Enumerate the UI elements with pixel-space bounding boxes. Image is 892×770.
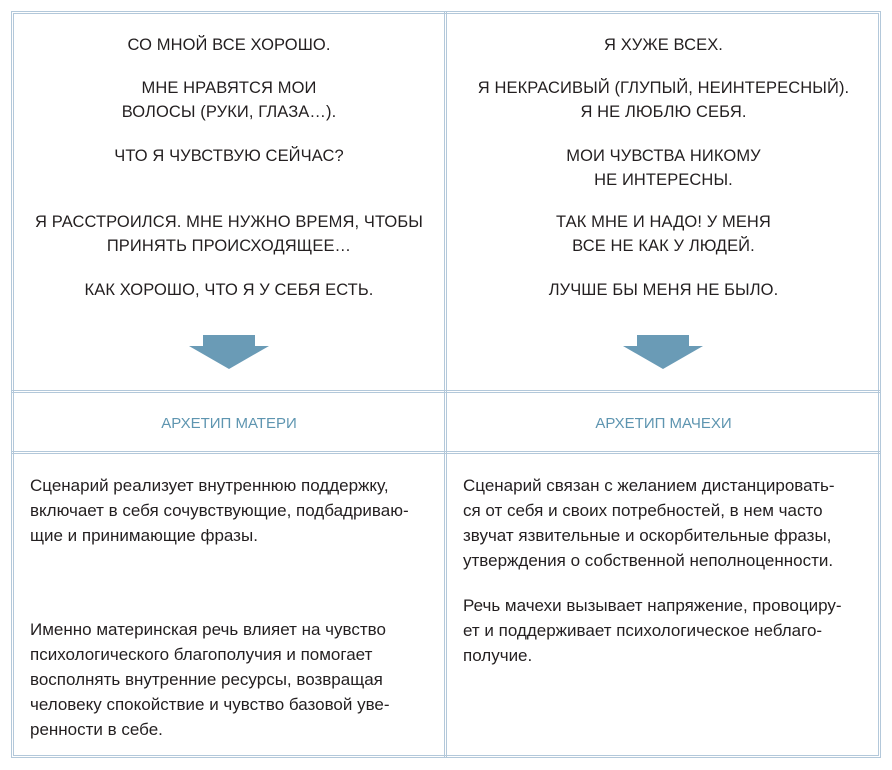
statement-line: Я НЕ ЛЮБЛЮ СЕБЯ. bbox=[580, 103, 747, 121]
statement-line: Я ХУЖЕ ВСЕХ. bbox=[604, 36, 723, 54]
description-line: получие. bbox=[463, 646, 533, 665]
statement-line: ЧТО Я ЧУВСТВУЮ СЕЙЧАС? bbox=[114, 147, 344, 165]
description-paragraph bbox=[30, 473, 409, 548]
statement-line: Я РАССТРОИЛСЯ. МНЕ НУЖНО ВРЕМЯ, ЧТОБЫ bbox=[35, 213, 423, 231]
statement-line: ЛУЧШЕ БЫ МЕНЯ НЕ БЫЛО. bbox=[548, 281, 779, 299]
statement-line: Я НЕКРАСИВЫЙ (ГЛУПЫЙ, НЕИНТЕРЕСНЫЙ). bbox=[477, 79, 850, 97]
inner-statement bbox=[12, 278, 446, 302]
description-paragraph bbox=[463, 473, 835, 573]
description-line: Именно материнская речь влияет на чувство bbox=[30, 620, 386, 639]
statement-line: ПРИНЯТЬ ПРОИСХОДЯЩЕЕ… bbox=[106, 237, 352, 255]
inner-statement bbox=[447, 33, 880, 57]
inner-statement bbox=[447, 210, 880, 258]
description-line: щие и принимающие фразы. bbox=[30, 526, 258, 545]
description-line: Сценарий связан с желанием дистанцировать- bbox=[463, 476, 835, 495]
inner-statement bbox=[12, 33, 446, 57]
description-paragraph bbox=[30, 617, 390, 742]
inner-statement bbox=[12, 144, 446, 168]
inner-statement bbox=[447, 144, 880, 192]
statement-line: СО МНОЙ ВСЕ ХОРОШО. bbox=[127, 36, 331, 54]
archetype-title-stepmother: АРХЕТИП МАЧЕХИ bbox=[595, 415, 732, 432]
description-line: утверждения о собственной неполноценности. bbox=[463, 551, 834, 570]
statement-line: НЕ ИНТЕРЕСНЫ. bbox=[594, 171, 733, 189]
description-line: Речь мачехи вызывает напряжение, провоциру- bbox=[463, 596, 842, 615]
statement-line: КАК ХОРОШО, ЧТО Я У СЕБЯ ЕСТЬ. bbox=[84, 281, 374, 299]
inner-statement bbox=[447, 278, 880, 302]
statement-line: МОИ ЧУВСТВА НИКОМУ bbox=[566, 147, 761, 165]
mother-archetype-column bbox=[12, 0, 446, 770]
description-line: ет и поддерживает психологическое неблаго- bbox=[463, 621, 823, 640]
down-arrow-icon bbox=[623, 335, 703, 369]
description-line: человеку спокойствие и чувство базовой уве- bbox=[30, 695, 390, 714]
description-line: ся от себя и своих потребностей, в нем часто bbox=[463, 501, 823, 520]
statement-line: МНЕ НРАВЯТСЯ МОИ bbox=[141, 79, 317, 97]
description-line: Сценарий реализует внутреннюю поддержку, bbox=[30, 476, 389, 495]
description-paragraph bbox=[463, 593, 842, 668]
inner-statement bbox=[12, 76, 446, 124]
inner-statement bbox=[12, 210, 446, 258]
down-arrow-icon bbox=[189, 335, 269, 369]
inner-statement bbox=[447, 76, 880, 124]
stepmother-archetype-column bbox=[447, 0, 880, 770]
description-line: восполнять внутренние ресурсы, возвращая bbox=[30, 670, 383, 689]
statement-line: ВСЕ НЕ КАК У ЛЮДЕЙ. bbox=[572, 237, 755, 255]
archetype-title-mother: АРХЕТИП МАТЕРИ bbox=[161, 415, 297, 432]
description-line: включает в себя сочувствующие, подбадриваю- bbox=[30, 501, 409, 520]
statement-line: ТАК МНЕ И НАДО! У МЕНЯ bbox=[556, 213, 771, 231]
description-line: психологического благополучия и помогает bbox=[30, 645, 373, 664]
statement-line: ВОЛОСЫ (РУКИ, ГЛАЗА…). bbox=[121, 103, 337, 121]
description-line: звучат язвительные и оскорбительные фразы, bbox=[463, 526, 832, 545]
description-line: ренности в себе. bbox=[30, 720, 163, 739]
